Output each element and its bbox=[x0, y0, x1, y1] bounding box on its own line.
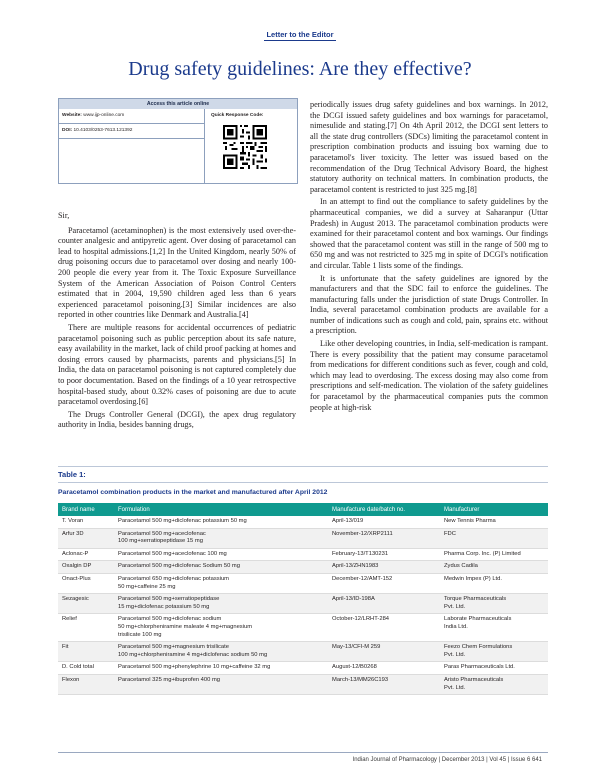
table-label: Table 1: bbox=[58, 470, 86, 479]
table-row bbox=[58, 674, 548, 694]
table-cell: April-13/ZHN1983 bbox=[328, 561, 440, 574]
table-cell: Feezo Chem Formulations Pvt. Ltd. bbox=[440, 642, 548, 662]
table-cell: Medwin Impex (P) Ltd. bbox=[440, 573, 548, 593]
table-row bbox=[58, 516, 548, 528]
table-cell: Paracetamol 325 mg+ibuprofen 400 mg bbox=[114, 674, 328, 694]
table-row bbox=[58, 614, 548, 642]
table-divider bbox=[58, 466, 548, 467]
body-paragraph: periodically issues drug safety guidelines and box warnings. In 2012, the DCGI issued safety guidelines and box warnings for paracetamol, nimesulide and stating.[7] On 4th April 2012, the DCGI sent letters to all the state drug controllers (SDCs) limiting the paracetamol content in prescription combination products and issuing box warning due to paracetamol's liver toxicity. The letter was issued based on the recommendation of the Drug Technical Advisory Board, the highest statutory authority on technical matters. In combination products, the paracetamol content is restricted to just 325 mg.[8] bbox=[310, 100, 548, 194]
table-cell: Zydus Cadila bbox=[440, 561, 548, 574]
access-online-box bbox=[58, 98, 298, 184]
body-paragraph: There are multiple reasons for accidental occurrences of pediatric paracetamol poisoning such as public perception about its safe nature, easy availability in the market, lack of child proof packing at homes and dosing errors caused by pharmacists, parents and physicians.[5] In India, the data on paracetamol poisoning is not captured completely due to poor documentation. Based on the findings of a 10 year retrospective hospital-based study, about 0.32% cases of poisoning are due to acute paracetamol overdosing.[6] bbox=[58, 322, 296, 407]
salutation: Sir, bbox=[58, 211, 70, 220]
right-column bbox=[310, 100, 548, 415]
table-cell: April-13/ID-198A bbox=[328, 594, 440, 614]
table-cell: Paracetamol 500 mg+diclofenac potassium 50 mg bbox=[114, 516, 328, 528]
website-row bbox=[59, 109, 204, 124]
table-cell: November-12/XRP2111 bbox=[328, 528, 440, 548]
paracetamol-products-table bbox=[58, 503, 548, 695]
access-box-heading: Access this article online bbox=[59, 99, 297, 109]
table-cell: October-12/LRHT-284 bbox=[328, 614, 440, 642]
footer-divider bbox=[58, 752, 548, 753]
table-cell: Aristo Pharmaceuticals Pvt. Ltd. bbox=[440, 674, 548, 694]
column-header: Manufacturer bbox=[440, 503, 548, 516]
table-cell: Pharma Corp. Inc. (P) Limited bbox=[440, 548, 548, 561]
website-link[interactable]: www.ijp-online.com bbox=[83, 113, 125, 118]
table-cell: Arfur 3D bbox=[58, 528, 114, 548]
table-cell: Onact-Plus bbox=[58, 573, 114, 593]
table-cell: T. Voran bbox=[58, 516, 114, 528]
table-cell: Sezagesic bbox=[58, 594, 114, 614]
table-cell: Paracetamol 500 mg+serratiopeptidase 15 mg+diclofenac potassium 50 mg bbox=[114, 594, 328, 614]
table-cell: Paracetamol 500 mg+aceclofenac 100 mg bbox=[114, 548, 328, 561]
table-cell: Paracetamol 500 mg+phenylephrine 10 mg+caffeine 32 mg bbox=[114, 662, 328, 675]
table-cell: Paracetamol 500 mg+diclofenac Sodium 50 mg bbox=[114, 561, 328, 574]
body-paragraph: It is unfortunate that the safety guidelines are ignored by the manufacturers and that the SDC fail to enforce the guidelines. The manufacturing falls under the jurisdiction of state Drugs Controller. In India, several paracetamol combination products are available for a number of indications such as cough and cold, pain, sprains etc. without a prescription. bbox=[310, 273, 548, 336]
doi-label: DOI: bbox=[62, 128, 73, 133]
table-cell: Torque Pharmaceuticals Pvt. Ltd. bbox=[440, 594, 548, 614]
table-row bbox=[58, 548, 548, 561]
column-header: Formulation bbox=[114, 503, 328, 516]
left-column bbox=[58, 211, 296, 433]
body-paragraph: The Drugs Controller General (DCGI), the apex drug regulatory authority in India, besides banning drugs, bbox=[58, 409, 296, 430]
website-label: Website: bbox=[62, 113, 82, 118]
body-paragraph: Like other developing countries, in India, self-medication is rampant. There is every possibility that the patient may consume paracetamol from medications for different conditions such as fever, cough and cold, which may lead to overdosing. The excess dosing may also come from prescriptions and self-medication. The violation of the safety guidelines for paracetamol by the pharmaceutical companies puts the common people at high-risk bbox=[310, 339, 548, 412]
table-cell: Paracetamol 500 mg+aceclofenac 100 mg+serratiopeptidase 15 mg bbox=[114, 528, 328, 548]
table-cell: May-13/CFI-M 259 bbox=[328, 642, 440, 662]
section-label: Letter to the Editor bbox=[266, 30, 334, 39]
table-cell: Flexon bbox=[58, 674, 114, 694]
article-title: Drug safety guidelines: Are they effective? bbox=[128, 58, 472, 80]
table-cell: Laborate Pharmaceuticals India Ltd. bbox=[440, 614, 548, 642]
table-cell: New Tennis Pharma bbox=[440, 516, 548, 528]
body-paragraph: Paracetamol (acetaminophen) is the most extensively used over-the-counter analgesic and antipyretic agent. Over dosing of paracetamol can lead to hospital admissions.[1,2] In the United Kingdom, nearly 50% of drug poisoning occurs due to paracetamol over dosing and nearly 100-200 people die every year from it. The Toxic Exposure Surveillance System of the American Association of Poison Control Centers estimated that in 2004, 19,590 children aged less than 6 years experienced paracetamol poisoning.[3] Similar incidences are also reported in other countries like Denmark and Australia.[4] bbox=[58, 225, 296, 320]
column-header: Manufacture date/batch no. bbox=[328, 503, 440, 516]
page-footer: Indian Journal of Pharmacology | December 2013 | Vol 45 | Issue 6 641 bbox=[352, 757, 542, 763]
doi-value[interactable]: 10.4103/0253-7613.121392 bbox=[73, 128, 133, 133]
table-caption: Paracetamol combination products in the market and manufactured after April 2012 bbox=[58, 489, 328, 496]
table-cell: Paracetamol 500 mg+diclofenac sodium 50 mg+chlorpheniramine maleate 4 mg+magnesium trisilicate 100 mg bbox=[114, 614, 328, 642]
table-cell: August-12/B0268 bbox=[328, 662, 440, 675]
table-cell: Paras Pharmaceuticals Ltd. bbox=[440, 662, 548, 675]
table-row bbox=[58, 662, 548, 675]
table-row bbox=[58, 528, 548, 548]
doi-row bbox=[59, 124, 204, 139]
body-paragraph: In an attempt to find out the compliance to safety guidelines by the pharmaceutical companies, we did a survey at Saharanpur (Uttar Pradesh) in August 2013. The paracetamol combination products were examined for their paracetamol content and box warnings. Our findings showed that the paracetamol content was still in the range of 500 mg to 650 mg and was not restricted to 325 mg in spite of DCGI's notification and circular. Table 1 lists some of the findings. bbox=[310, 197, 548, 270]
table-cell: February-13/T130231 bbox=[328, 548, 440, 561]
column-header: Brand name bbox=[58, 503, 114, 516]
table-cell: March-13/MM26C193 bbox=[328, 674, 440, 694]
table-cell: December-12/AMT-152 bbox=[328, 573, 440, 593]
section-kicker bbox=[0, 30, 600, 39]
qr-code-icon bbox=[223, 125, 267, 169]
table-cell: Paracetamol 650 mg+diclofenac potassium 50 mg+caffeine 25 mg bbox=[114, 573, 328, 593]
table-header-row bbox=[58, 503, 548, 516]
table-cell: Oxalgin DP bbox=[58, 561, 114, 574]
table-cell: D. Cold total bbox=[58, 662, 114, 675]
table-cell: FDC bbox=[440, 528, 548, 548]
qr-label: Quick Response Code: bbox=[211, 113, 264, 118]
table-cell: April-13/019 bbox=[328, 516, 440, 528]
table-cell: Aclonac-P bbox=[58, 548, 114, 561]
table-cell: Fit bbox=[58, 642, 114, 662]
table-row bbox=[58, 594, 548, 614]
table-cell: Relief bbox=[58, 614, 114, 642]
table-row bbox=[58, 573, 548, 593]
table-cell: Paracetamol 500 mg+magnesium trisilicate 100 mg+chlorpheniramine 4 mg+diclofenac sodium 50 mg bbox=[114, 642, 328, 662]
table-row bbox=[58, 642, 548, 662]
table-row bbox=[58, 561, 548, 574]
table-caption-divider bbox=[58, 482, 548, 483]
